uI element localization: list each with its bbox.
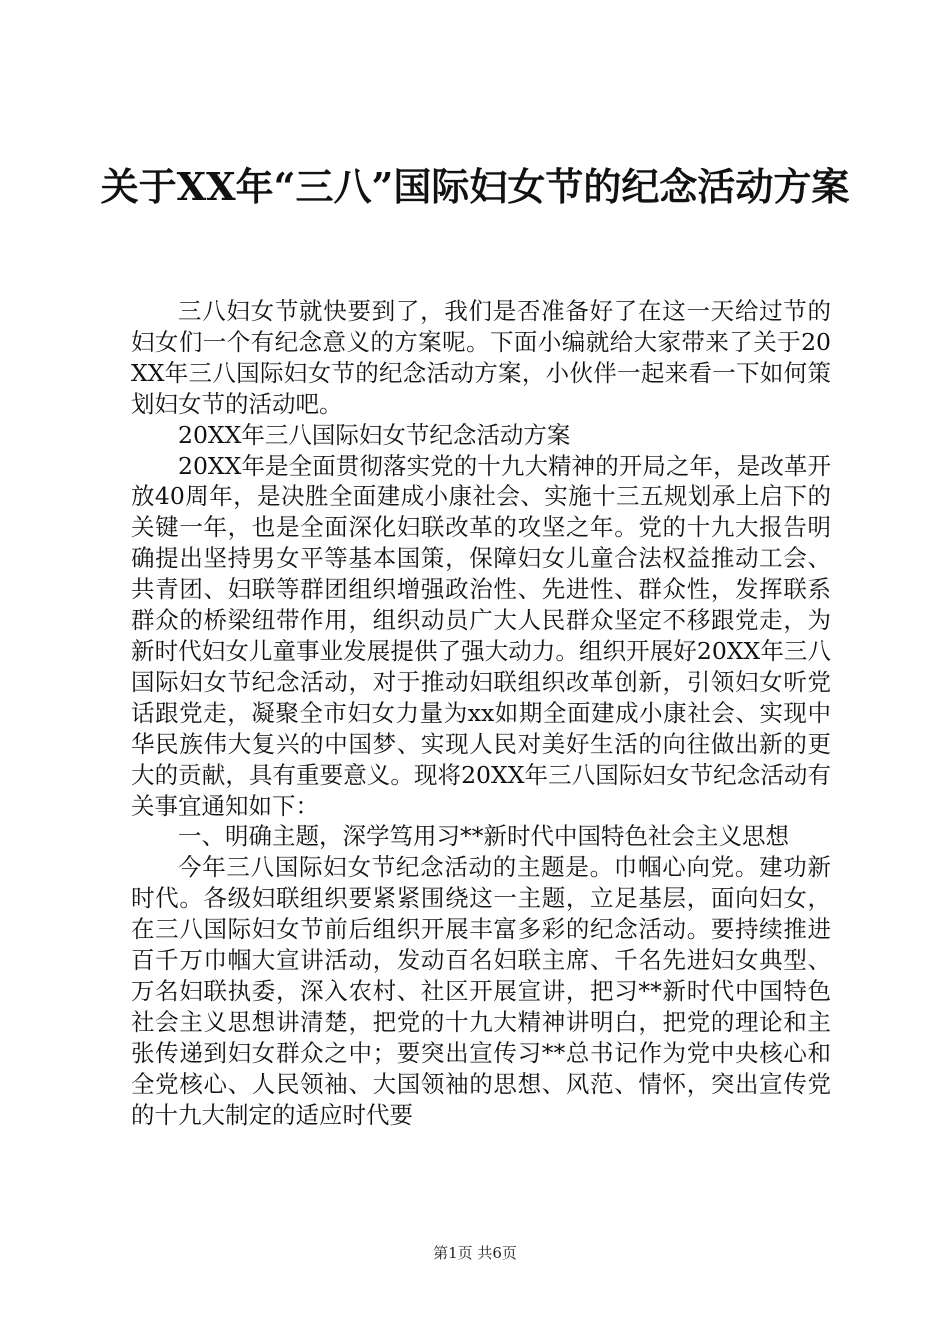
document-body xyxy=(131,296,831,1130)
intro-paragraph: 三八妇女节就快要到了，我们是否准备好了在这一天给过节的妇女们一个有纪念意义的方案呢。下面小编就给大家带来了关于20XX年三八国际妇女节的纪念活动方案，小伙伴一起来看一下如何策划妇女节的活动吧。 xyxy=(131,297,831,418)
theme-paragraph: 今年三八国际妇女节纪念活动的主题是。巾帼心向党。建功新时代。各级妇联组织要紧紧围绕这一主题，立足基层，面向妇女，在三八国际妇女节前后组织开展丰富多彩的纪念活动。要持续推进百千万巾帼大宣讲活动，发动百名妇联主席、千名先进妇女典型、万名妇联执委，深入农村、社区开展宣讲，把习**新时代中国特色社会主义思想讲清楚，把党的十九大精神讲明白，把党的理论和主张传递到妇女群众之中；要突出宣传习**总书记作为党中央核心和全党核心、人民领袖、大国领袖的思想、风范、情怀，突出宣传党的十九大制定的适应时代要 xyxy=(131,853,831,1129)
plan-subtitle: 20XX年三八国际妇女节纪念活动方案 xyxy=(178,420,571,449)
background-paragraph: 20XX年是全面贯彻落实党的十九大精神的开局之年，是改革开放40周年，是决胜全面建成小康社会、实施十三五规划承上启下的关键一年，也是全面深化妇联改革的攻坚之年。党的十九大报告明确提出坚持男女平等基本国策，保障妇女儿童合法权益推动工会、共青团、妇联等群团组织增强政治性、先进性、群众性，发挥联系群众的桥梁纽带作用，组织动员广大人民群众坚定不移跟党走，为新时代妇女儿童事业发展提供了强大动力。组织开展好20XX年三八国际妇女节纪念活动，对于推动妇联组织改革创新，引领妇女听党话跟党走，凝聚全市妇女力量为xx如期全面建成小康社会、实现中华民族伟大复兴的中国梦、实现人民对美好生活的向往做出新的更大的贡献，具有重要意义。现将20XX年三八国际妇女节纪念活动有关事宜通知如下： xyxy=(131,451,831,820)
page-number-footer: 第1页 共6页 xyxy=(433,1244,517,1262)
section-heading-theme: 一、明确主题，深学笃用习**新时代中国特色社会主义思想 xyxy=(178,822,789,851)
document-title: 关于XX年“三八”国际妇女节的纪念活动方案 xyxy=(100,164,850,209)
